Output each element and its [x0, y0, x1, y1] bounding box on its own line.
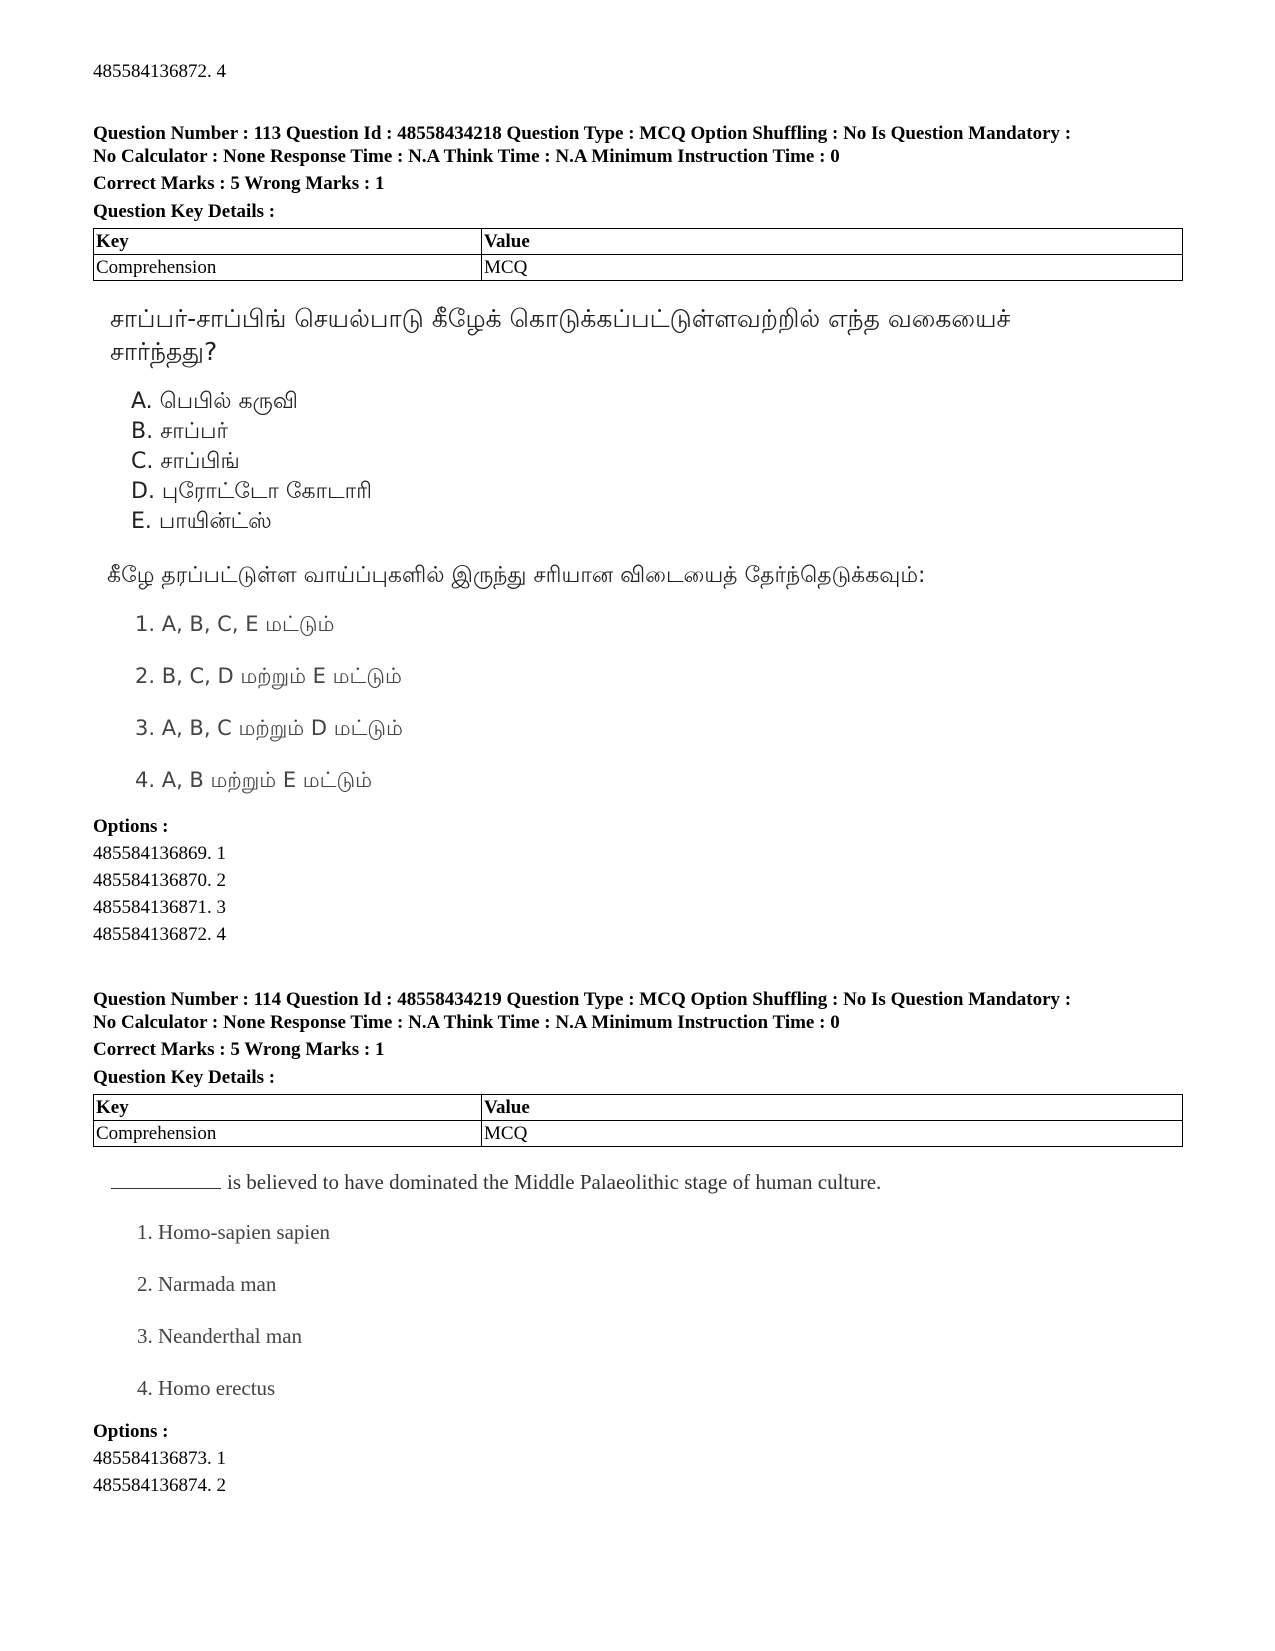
question-header-line2: No Calculator : None Response Time : N.A Think Time : N.A Minimum Instruction Time : 0	[93, 146, 840, 167]
option-line: 485584136872. 4	[93, 61, 226, 82]
answer-choice: 4. Homo erectus	[137, 1376, 276, 1400]
answer-choice: 3. Neanderthal man	[137, 1324, 303, 1348]
question-header-line2: No Calculator : None Response Time : N.A Think Time : N.A Minimum Instruction Time : 0	[93, 1012, 840, 1033]
key-details-label: Question Key Details :	[93, 201, 276, 222]
answer-choice: 2. B, C, D மற்றும் E மட்டும்	[135, 664, 402, 688]
marks-line: Correct Marks : 5 Wrong Marks : 1	[93, 173, 385, 194]
answer-choice: 1. A, B, C, E மட்டும்	[135, 612, 335, 636]
marks-line: Correct Marks : 5 Wrong Marks : 1	[93, 1039, 385, 1060]
option-line: 485584136872. 4	[93, 924, 226, 945]
instruction-text: கீழே தரப்பட்டுள்ள வாய்ப்புகளில் இருந்து சரியான விடையைத் தேர்ந்தெடுக்கவும்:	[107, 563, 926, 588]
list-item: B. சாப்பர்	[131, 419, 228, 444]
list-item: D. புரோட்டோ கோடாரி	[131, 479, 372, 504]
key-value-table	[93, 1094, 1183, 1147]
value-cell: MCQ	[482, 1121, 1183, 1147]
option-line: 485584136870. 2	[93, 870, 226, 891]
option-line: 485584136869. 1	[93, 843, 226, 864]
key-header: Key	[94, 229, 482, 255]
question-header-line1: Question Number : 113 Question Id : 48558434218 Question Type : MCQ Option Shuffling : No Is Question Mandatory :	[93, 123, 1072, 144]
option-line: 485584136873. 1	[93, 1448, 226, 1469]
answer-choice: 2. Narmada man	[137, 1272, 277, 1296]
question-body: is believed to have dominated the Middle Palaeolithic stage of human culture.	[227, 1170, 882, 1194]
option-line: 485584136871. 3	[93, 897, 226, 918]
key-value-table	[93, 228, 1183, 281]
key-cell: Comprehension	[94, 255, 482, 281]
value-header: Value	[482, 1095, 1183, 1121]
question-text	[111, 1168, 881, 1195]
key-cell: Comprehension	[94, 1121, 482, 1147]
options-label: Options :	[93, 816, 169, 837]
key-details-label: Question Key Details :	[93, 1067, 276, 1088]
key-header: Key	[94, 1095, 482, 1121]
question-text-line2: சார்ந்தது?	[110, 337, 218, 366]
answer-choice: 1. Homo-sapien sapien	[137, 1220, 331, 1244]
answer-choice: 4. A, B மற்றும் E மட்டும்	[135, 768, 373, 792]
question-header-line1: Question Number : 114 Question Id : 48558434219 Question Type : MCQ Option Shuffling : No Is Question Mandatory :	[93, 989, 1072, 1010]
value-cell: MCQ	[482, 255, 1183, 281]
list-item: E. பாயின்ட்ஸ்	[131, 509, 272, 534]
list-item: A. பெபில் கருவி	[131, 389, 298, 414]
options-label: Options :	[93, 1421, 169, 1442]
answer-choice: 3. A, B, C மற்றும் D மட்டும்	[135, 716, 403, 740]
blank-line	[111, 1168, 221, 1189]
list-item: C. சாப்பிங்	[131, 449, 240, 474]
option-line: 485584136874. 2	[93, 1475, 226, 1496]
question-text-line1: சாப்பர்-சாப்பிங் செயல்பாடு கீழேக் கொடுக்கப்பட்டுள்ளவற்றில் எந்த வகையைச்	[110, 304, 1011, 333]
value-header: Value	[482, 229, 1183, 255]
